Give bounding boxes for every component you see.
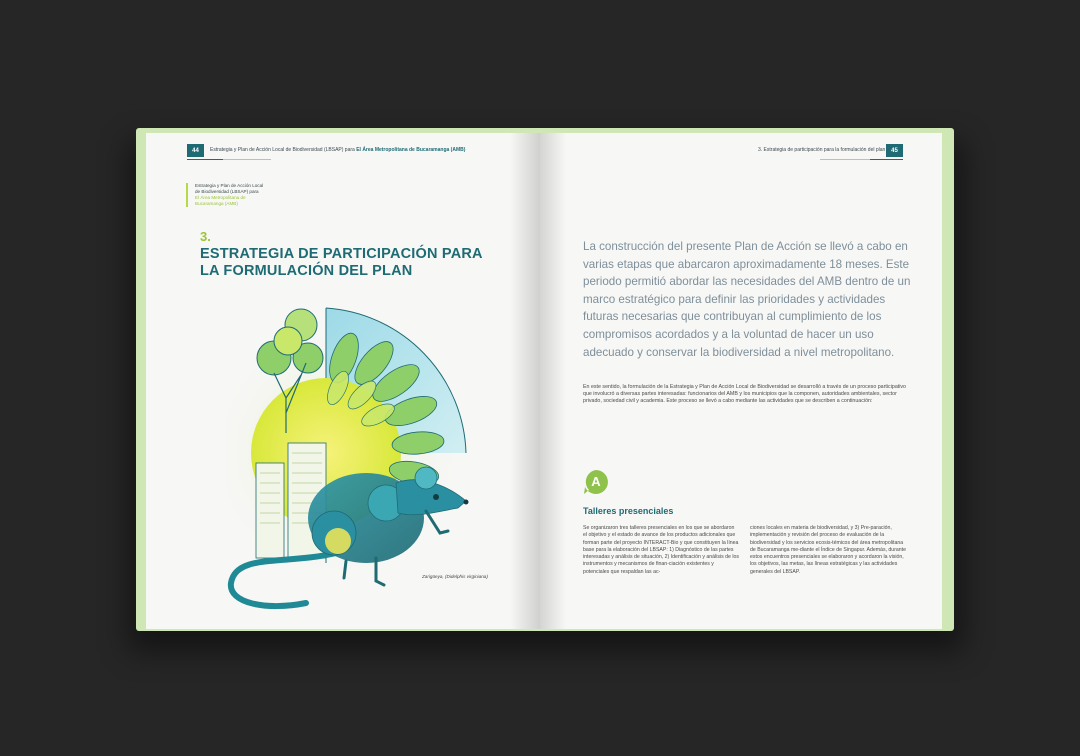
chapter-title (200, 246, 500, 280)
header-rule-lime (223, 159, 271, 160)
chapter-title-line: ESTRATEGIA DE PARTICIPACIÓN PARA (200, 246, 483, 262)
illustration-caption (422, 574, 488, 579)
header-rule-teal (187, 159, 223, 160)
running-head-right: 3. Estrategia de participación para la formulación del plan (758, 147, 886, 153)
header-rule-lime (820, 159, 870, 160)
body-paragraph: En este sentido, la formulación de la Estrategia y Plan de Acción Local de Biodiversidad se desarrolló a través de un proceso participativo que involucró a diversas partes interesadas: funcionarios del AMB y los municipios que la componen, autoridades ambientales, sector privado, sociedad civil y academia. Este proceso se llevó a cabo mediante las actividades que se describen a continuación: (583, 384, 907, 405)
lead-paragraph: La construcción del presente Plan de Acción se llevó a cabo en varias etapas que abarcaron aproximadamente 18 meses. Este periodo permitió abordar las necesidades del AMB dentro de un marco estratégico para definir las prioridades y actividades futuras necesarias que contribuyan al cumplimiento de los compromisos acordados y a la voluntad de hacer un uso adecuado y conservar la biodiversidad a nivel metropolitano. (583, 240, 911, 359)
chapter-title-line: LA FORMULACIÓN DEL PLAN (200, 263, 413, 279)
caption-label: Zarigüeya, (422, 574, 444, 579)
chapter-number: 3. (200, 229, 211, 244)
opossum-illustration (226, 303, 486, 613)
page-number-right: 45 (886, 144, 903, 157)
running-head-left-highlight: El Área Metropolitana de Bucaramanga (AMB) (356, 147, 466, 153)
sidebar-line: de Biodiversidad (LBSAP) para (195, 189, 259, 194)
sidebar-line: Estrategia y Plan de Acción Local (195, 183, 264, 188)
sidebar-line: El Área Metropolitana de (195, 195, 246, 200)
caption-species: (Didelphis virginiana) (445, 574, 488, 579)
gutter-shadow-left (510, 133, 540, 629)
sidebar-note (186, 183, 295, 207)
sidebar-line: Bucaramanga (AMB) (195, 201, 238, 206)
left-page (146, 133, 540, 629)
running-head-left-prefix: Estrategia y Plan de Acción Local de Biodiversidad (LBSAP) para (210, 147, 355, 153)
section-letter: A (591, 474, 601, 489)
header-rule-teal (870, 159, 903, 160)
text-column-2: ciones locales en materia de biodiversidad, y 3) Pre-paración, implementación y revisión del proceso de evaluación de la biodiversidad y los servicios ecosis-témicos del área metropolitana de Bucaramanga me-diante el Índice de Singapur. Además, durante estos encuentros presenciales se elaboraron y acordaron la visión, los objetivos, las metas, las líneas estratégicas y las actividades generales del LBSAP. (750, 525, 907, 575)
section-title: Talleres presenciales (583, 506, 674, 516)
page-number-left: 44 (187, 144, 204, 157)
right-page (540, 133, 942, 629)
running-head-left (210, 147, 465, 153)
gutter-shadow-right (540, 133, 566, 629)
text-column-1: Se organizaron tres talleres presenciales en los que se abordaron el objetivo y el estado de avance de los productos adicionales que forman parte del proyecto INTERACT-Bio y que constituyen la línea base para la elaboración del LBSAP: 1) Diagnóstico de las partes interesadas y análisis de situación, 2) Identificación y análisis de los instrumentos y mecanismos de finan-ciación existentes y potenciales que respaldan las ac- (583, 525, 739, 575)
